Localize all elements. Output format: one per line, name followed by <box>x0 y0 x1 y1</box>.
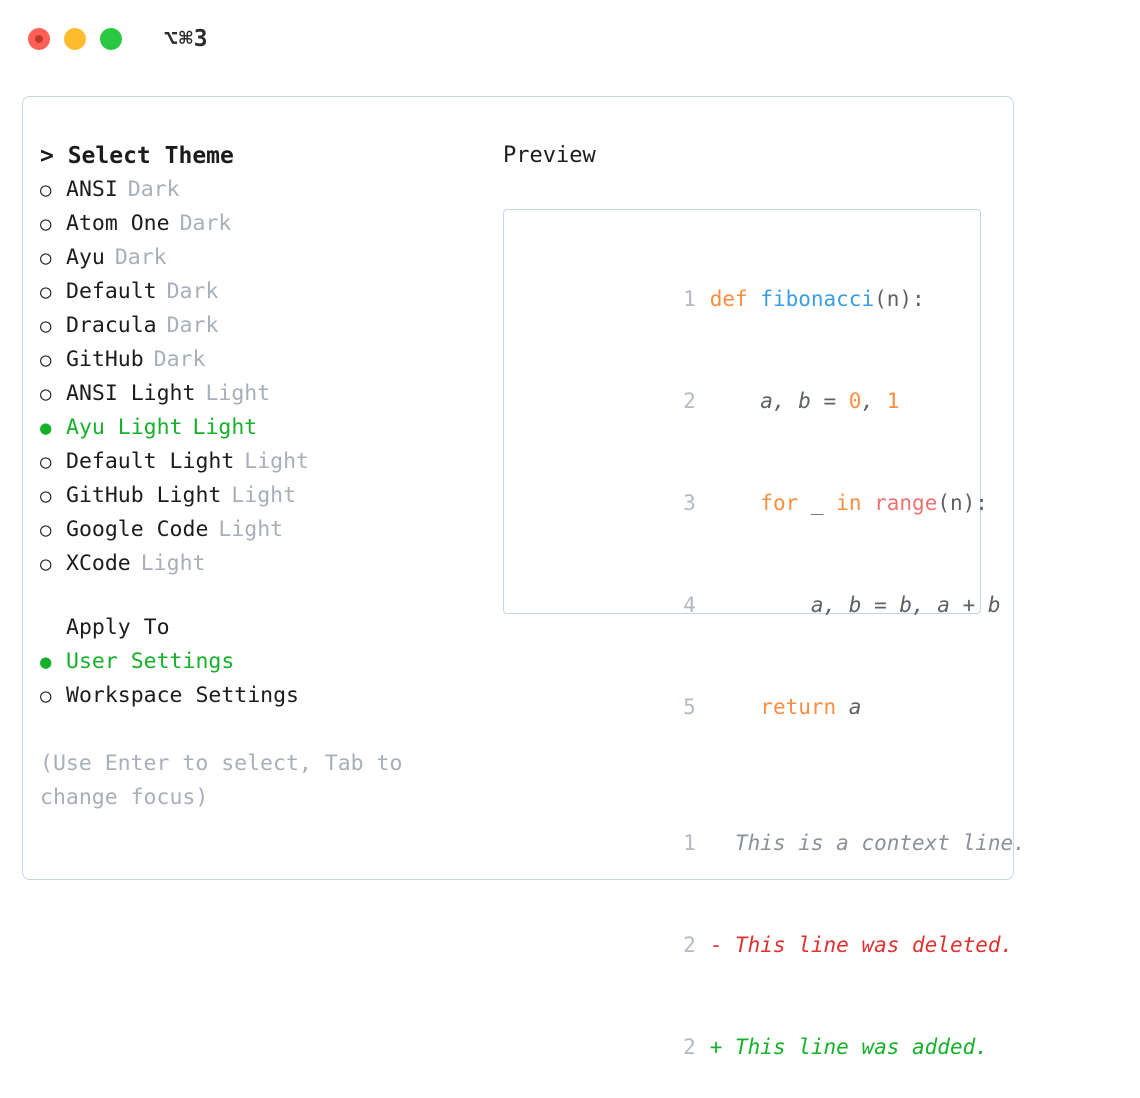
radio-icon: ○ <box>40 519 52 541</box>
theme-option-label: XCode <box>66 551 131 576</box>
preview-column <box>485 139 1026 1059</box>
code-token <box>710 695 761 719</box>
radio-icon: ○ <box>40 383 52 405</box>
code-token: _ <box>798 491 837 515</box>
close-window-button[interactable] <box>28 28 50 50</box>
theme-option-ansi-light[interactable] <box>40 377 485 411</box>
diff-text: This line was added. <box>722 1035 988 1059</box>
theme-option-label: GitHub Light <box>66 483 222 508</box>
theme-list-column <box>23 139 485 815</box>
diff-text: This line was deleted. <box>722 933 1014 957</box>
code-line <box>522 350 980 452</box>
radio-icon: ○ <box>40 179 52 201</box>
theme-option-tag: Dark <box>153 347 206 372</box>
code-line <box>522 554 1001 656</box>
radio-icon: ○ <box>40 247 52 269</box>
theme-option-tag: Dark <box>166 313 219 338</box>
theme-option-label: ANSI <box>66 177 118 202</box>
theme-option-atom-one-dark[interactable] <box>40 207 485 241</box>
theme-option-dracula-dark[interactable] <box>40 309 485 343</box>
theme-option-google-code[interactable] <box>40 513 485 547</box>
traffic-lights <box>28 28 122 50</box>
preview-heading: Preview <box>503 143 596 168</box>
code-token: in <box>836 491 862 515</box>
theme-option-tag: Light <box>244 449 310 474</box>
line-number: 2 <box>683 933 696 957</box>
code-line <box>522 452 988 554</box>
diff-line-deleted <box>522 894 1014 996</box>
theme-picker-panel <box>22 96 1026 1059</box>
code-token: (n): <box>874 287 925 311</box>
title-bar <box>0 0 1140 78</box>
apply-to-heading: Apply To <box>66 615 170 640</box>
diff-line-added <box>522 996 988 1098</box>
theme-option-default-light[interactable] <box>40 445 485 479</box>
radio-icon: ○ <box>40 553 52 575</box>
code-token <box>710 491 761 515</box>
code-token: range <box>874 491 938 515</box>
radio-icon: ○ <box>40 685 52 707</box>
select-theme-heading: > Select Theme <box>40 143 234 169</box>
line-number: 1 <box>683 831 696 855</box>
diff-marker: - <box>709 933 723 957</box>
code-token: for <box>760 491 799 515</box>
theme-option-tag: Light <box>192 415 258 440</box>
theme-option-ayu-dark[interactable] <box>40 241 485 275</box>
radio-icon-selected: ● <box>40 417 52 439</box>
code-token <box>861 491 874 515</box>
theme-option-label: Google Code <box>66 517 209 542</box>
theme-option-tag: Light <box>231 483 297 508</box>
code-token: fibonacci <box>760 287 875 311</box>
theme-option-tag: Light <box>218 517 284 542</box>
radio-icon-selected: ● <box>40 651 52 673</box>
theme-option-label: Dracula <box>66 313 157 338</box>
line-number: 2 <box>683 389 696 413</box>
theme-option-ayu-light[interactable] <box>40 411 485 445</box>
code-token: (n): <box>937 491 988 515</box>
theme-option-label: Default <box>66 279 157 304</box>
radio-icon: ○ <box>40 315 52 337</box>
theme-option-default-dark[interactable] <box>40 275 485 309</box>
code-token: a, b = <box>709 389 849 413</box>
theme-option-tag: Dark <box>179 211 232 236</box>
theme-option-tag: Dark <box>166 279 219 304</box>
theme-option-label: Default Light <box>66 449 235 474</box>
apply-to-option-label: Workspace Settings <box>66 683 299 708</box>
code-token: def <box>709 287 761 311</box>
line-number: 1 <box>683 287 696 311</box>
diff-text: This is a context line. <box>722 831 1026 855</box>
theme-option-tag: Light <box>205 381 271 406</box>
theme-option-tag: Dark <box>114 245 167 270</box>
preview-box <box>503 209 1026 1059</box>
theme-option-label: GitHub <box>66 347 144 372</box>
keyboard-shortcut-label: ⌥⌘3 <box>164 26 209 52</box>
code-token: a <box>836 695 862 719</box>
minimize-window-button[interactable] <box>64 28 86 50</box>
radio-icon: ○ <box>40 213 52 235</box>
code-token: 0 <box>848 389 862 413</box>
line-number: 4 <box>683 593 696 617</box>
keyboard-hint-text: (Use Enter to select, Tab to change focus) <box>40 751 416 810</box>
code-line <box>522 248 980 350</box>
line-number: 5 <box>683 695 696 719</box>
code-token: 1 <box>886 389 900 413</box>
apply-to-option-label: User Settings <box>66 649 235 674</box>
code-token: , <box>861 389 887 413</box>
radio-icon: ○ <box>40 485 52 507</box>
code-token: return <box>760 695 837 719</box>
theme-option-tag: Light <box>140 551 206 576</box>
diff-marker: + <box>709 1035 723 1059</box>
diff-line-context <box>522 792 1026 894</box>
theme-option-tag: Dark <box>127 177 180 202</box>
apply-to-option-workspace-settings[interactable] <box>40 679 485 713</box>
theme-option-github-light[interactable] <box>40 479 485 513</box>
line-number: 2 <box>683 1035 696 1059</box>
theme-option-label: Atom One <box>66 211 170 236</box>
theme-option-label: ANSI Light <box>66 381 196 406</box>
theme-option-label: Ayu <box>66 245 105 270</box>
radio-icon: ○ <box>40 349 52 371</box>
code-spacer <box>522 758 980 792</box>
radio-icon: ○ <box>40 451 52 473</box>
apply-to-option-user-settings[interactable] <box>40 645 485 679</box>
theme-option-ansi-dark[interactable] <box>40 173 485 207</box>
radio-icon: ○ <box>40 281 52 303</box>
theme-option-label: Ayu Light <box>66 415 183 440</box>
line-number: 3 <box>683 491 696 515</box>
maximize-window-button[interactable] <box>100 28 122 50</box>
code-line <box>522 656 980 758</box>
theme-option-github-dark[interactable] <box>40 343 485 377</box>
diff-marker <box>710 831 723 855</box>
code-token: a, b = b, a + b <box>709 593 1001 617</box>
theme-option-xcode[interactable] <box>40 547 485 581</box>
